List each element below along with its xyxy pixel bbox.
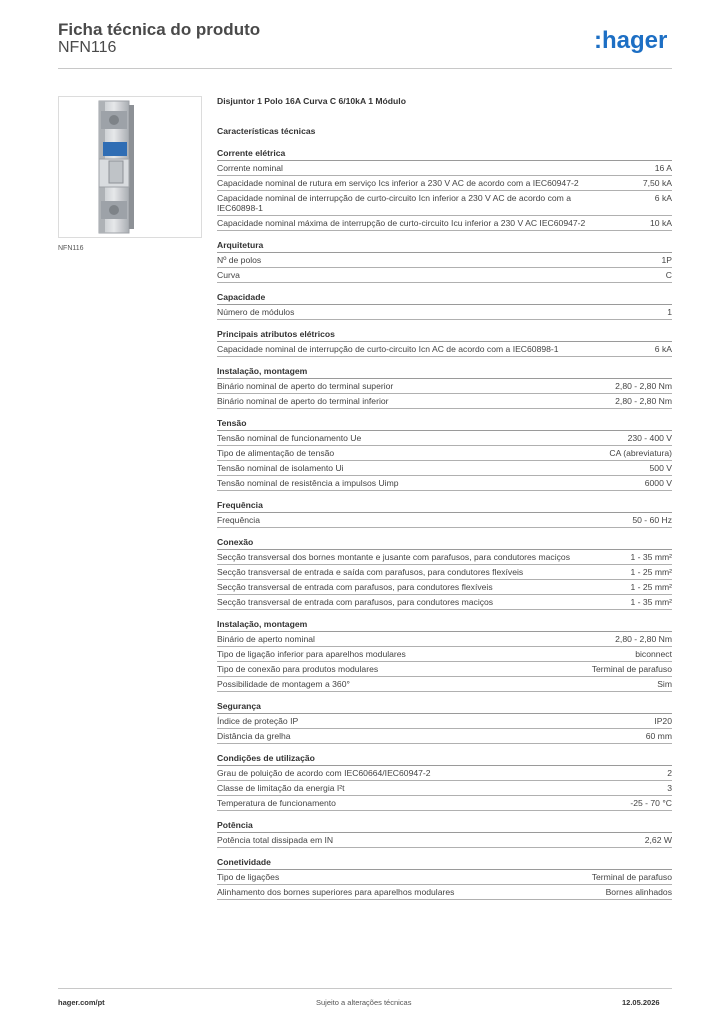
section-title: Condições de utilização: [217, 753, 672, 766]
spec-value: -25 - 70 °C: [630, 798, 672, 808]
spec-name: Binário de aperto nominal: [217, 634, 315, 644]
section-title: Arquitetura: [217, 240, 672, 253]
section-title: Segurança: [217, 701, 672, 714]
spec-row: [217, 766, 672, 781]
spec-row: [217, 632, 672, 647]
product-image: [58, 96, 202, 238]
hager-logo: [594, 26, 674, 56]
spec-section: [217, 500, 672, 537]
spec-name: Secção transversal de entrada com parafusos, para condutores flexíveis: [217, 582, 493, 592]
image-caption: NFN116: [58, 245, 84, 252]
section-spacer: [217, 409, 672, 418]
spec-section: [217, 329, 672, 366]
spec-section: [217, 240, 672, 292]
spec-row: [217, 394, 672, 409]
spec-row: [217, 379, 672, 394]
spec-row: [217, 253, 672, 268]
spec-value: 1 - 25 mm²: [630, 567, 672, 577]
spec-name: Classe de limitação da energia I²t: [217, 783, 345, 793]
tech-characteristics-title: Características técnicas: [217, 126, 316, 136]
spec-section: [217, 619, 672, 701]
section-spacer: [217, 610, 672, 619]
spec-value: 1: [667, 307, 672, 317]
section-spacer: [217, 900, 672, 909]
spec-value: 10 kA: [650, 218, 672, 228]
spec-name: Tipo de alimentação de tensão: [217, 448, 335, 458]
spec-name: Curva: [217, 270, 240, 280]
spec-row: [217, 161, 672, 176]
section-spacer: [217, 692, 672, 701]
spec-name: Secção transversal dos bornes montante e jusante com parafusos, para condutores maciços: [217, 552, 571, 562]
spec-row: [217, 647, 672, 662]
spec-name: Tensão nominal de resistência a impulsos Uimp: [217, 478, 399, 488]
spec-value: 1 - 35 mm²: [630, 597, 672, 607]
spec-row: [217, 580, 672, 595]
spec-section: [217, 857, 672, 909]
section-title: Potência: [217, 820, 672, 833]
spec-row: [217, 833, 672, 848]
spec-name: Distância da grelha: [217, 731, 291, 741]
spec-value: 2,80 - 2,80 Nm: [615, 396, 672, 406]
spec-row: [217, 176, 672, 191]
spec-name: Alinhamento dos bornes superiores para aparelhos modulares: [217, 887, 455, 897]
spec-name: Capacidade nominal de rutura em serviço Ics inferior a 230 V AC de acordo com a IEC60947-2: [217, 178, 579, 188]
section-title: Corrente elétrica: [217, 148, 672, 161]
spec-value: 3: [667, 783, 672, 793]
section-spacer: [217, 283, 672, 292]
spec-row: [217, 565, 672, 580]
spec-value: 7,50 kA: [642, 178, 672, 188]
spec-section: [217, 292, 672, 329]
spec-value: 2: [667, 768, 672, 778]
spec-value: 1 - 25 mm²: [630, 582, 672, 592]
product-description: Disjuntor 1 Polo 16A Curva C 6/10kA 1 Módulo: [217, 96, 406, 106]
spec-row: [217, 796, 672, 811]
spec-row: [217, 446, 672, 461]
spec-row: [217, 714, 672, 729]
spec-value: 50 - 60 Hz: [632, 515, 672, 525]
spec-name: Temperatura de funcionamento: [217, 798, 336, 808]
spec-name: Potência total dissipada em IN: [217, 835, 334, 845]
section-title: Conetividade: [217, 857, 672, 870]
spec-value: CA (abreviatura): [609, 448, 672, 458]
svg-text::hager: :hager: [594, 27, 668, 54]
section-title: Instalação, montagem: [217, 619, 672, 632]
spec-row: [217, 729, 672, 744]
spec-name: Tipo de ligação inferior para aparelhos modulares: [217, 649, 406, 659]
spec-value: 60 mm: [645, 731, 672, 741]
spec-section: [217, 366, 672, 418]
spec-value: Sim: [657, 679, 672, 689]
section-spacer: [217, 231, 672, 240]
spec-name: Corrente nominal: [217, 163, 283, 173]
section-spacer: [217, 320, 672, 329]
spec-value: 1P: [661, 255, 672, 265]
spec-row: [217, 431, 672, 446]
spec-value: 6 kA: [654, 193, 672, 203]
header-divider: [58, 68, 672, 69]
spec-value: Terminal de parafuso: [591, 664, 672, 674]
spec-row: [217, 191, 672, 216]
spec-name: Binário nominal de aperto do terminal superior: [217, 381, 394, 391]
spec-row: [217, 305, 672, 320]
spec-value: Terminal de parafuso: [591, 872, 672, 882]
section-title: Principais atributos elétricos: [217, 329, 672, 342]
page-title: Ficha técnica do produto: [58, 20, 261, 39]
spec-row: [217, 550, 672, 565]
spec-section: [217, 418, 672, 500]
spec-value: 2,62 W: [644, 835, 672, 845]
spec-row: [217, 885, 672, 900]
footer-disclaimer: Sujeito a alterações técnicas: [316, 998, 412, 1007]
spec-value: 230 - 400 V: [627, 433, 672, 443]
spec-name: Possibilidade de montagem a 360°: [217, 679, 350, 689]
spec-value: 500 V: [649, 463, 672, 473]
section-spacer: [217, 744, 672, 753]
section-title: Instalação, montagem: [217, 366, 672, 379]
spec-value: C: [665, 270, 672, 280]
spec-name: Capacidade nominal máxima de interrupção de curto-circuito Icu inferior a 230 V AC IEC60947-2: [217, 218, 586, 228]
spec-section: [217, 701, 672, 753]
spec-section: [217, 820, 672, 857]
spec-row: [217, 476, 672, 491]
spec-name: Secção transversal de entrada com parafusos, para condutores maciços: [217, 597, 494, 607]
section-spacer: [217, 811, 672, 820]
spec-row: [217, 677, 672, 692]
spec-row: [217, 268, 672, 283]
section-spacer: [217, 491, 672, 500]
spec-name: Secção transversal de entrada e saída com parafusos, para condutores flexíveis: [217, 567, 524, 577]
spec-sections: [217, 148, 672, 909]
spec-value: IP20: [654, 716, 672, 726]
footer-date: 12.05.2026: [622, 998, 660, 1007]
spec-name: Binário nominal de aperto do terminal inferior: [217, 396, 389, 406]
spec-name: Grau de poluição de acordo com IEC60664/IEC60947-2: [217, 768, 431, 778]
spec-name: Capacidade nominal de interrupção de curto-circuito Icn AC de acordo com a IEC60898-1: [217, 344, 559, 354]
spec-name: Nº de polos: [217, 255, 262, 265]
footer-divider: [58, 988, 672, 989]
spec-value: 1 - 35 mm²: [630, 552, 672, 562]
footer-website[interactable]: hager.com/pt: [58, 998, 105, 1007]
spec-row: [217, 342, 672, 357]
spec-section: [217, 537, 672, 619]
spec-row: [217, 595, 672, 610]
section-title: Conexão: [217, 537, 672, 550]
spec-sheet: [217, 96, 672, 909]
spec-name: Tensão nominal de isolamento Ui: [217, 463, 344, 473]
section-spacer: [217, 528, 672, 537]
section-title: Capacidade: [217, 292, 672, 305]
spec-row: [217, 461, 672, 476]
spec-row: [217, 662, 672, 677]
spec-name: Tipo de conexão para produtos modulares: [217, 664, 379, 674]
spec-section: [217, 753, 672, 820]
spec-value: Bornes alinhados: [605, 887, 672, 897]
spec-value: 16 A: [654, 163, 672, 173]
section-spacer: [217, 848, 672, 857]
section-title: Frequência: [217, 500, 672, 513]
spec-section: [217, 148, 672, 240]
spec-row: [217, 870, 672, 885]
spec-name: Número de módulos: [217, 307, 295, 317]
spec-value: 6000 V: [644, 478, 672, 488]
spec-value: 2,80 - 2,80 Nm: [615, 381, 672, 391]
spec-row: [217, 513, 672, 528]
spec-name: Frequência: [217, 515, 260, 525]
spec-name: Capacidade nominal de interrupção de curto-circuito Icn inferior a 230 V AC de acordo com a IEC60898-1: [217, 193, 571, 213]
spec-value: biconnect: [635, 649, 672, 659]
section-spacer: [217, 357, 672, 366]
section-title: Tensão: [217, 418, 672, 431]
spec-row: [217, 781, 672, 796]
spec-value: 6 kA: [654, 344, 672, 354]
spec-value: 2,80 - 2,80 Nm: [615, 634, 672, 644]
spec-row: [217, 216, 672, 231]
spec-name: Tensão nominal de funcionamento Ue: [217, 433, 362, 443]
product-code: NFN116: [58, 39, 117, 56]
spec-name: Tipo de ligações: [217, 872, 280, 882]
spec-name: Índice de proteção IP: [217, 716, 299, 726]
